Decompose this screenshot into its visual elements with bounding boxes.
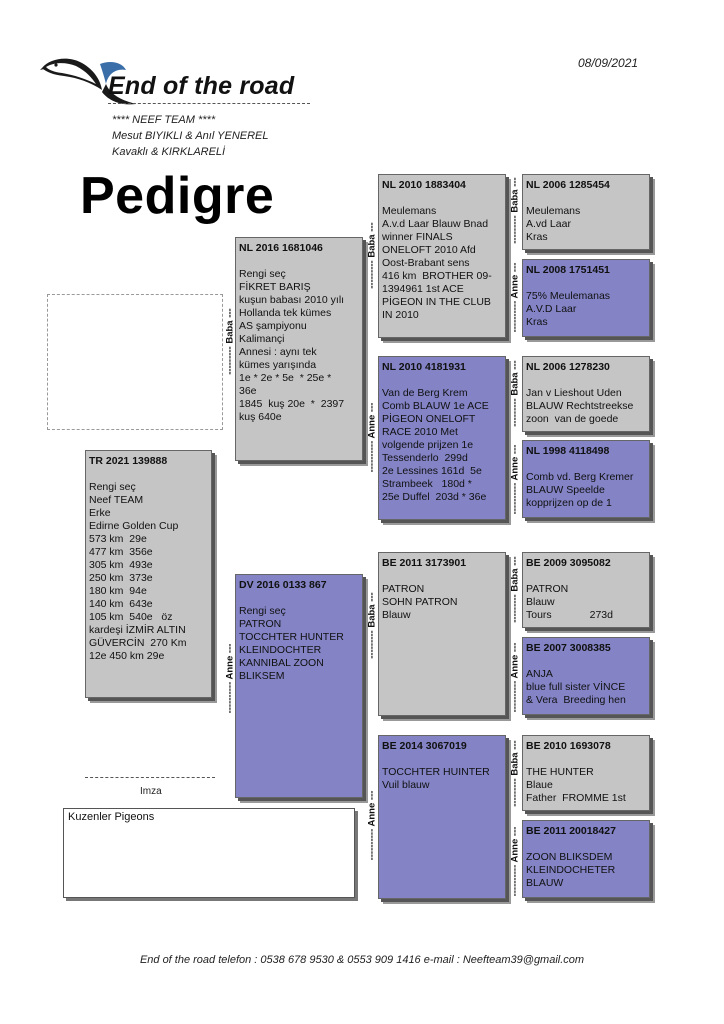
card-line: Neef TEAM (89, 494, 144, 506)
baba-label: --------- Baba --- (366, 222, 378, 289)
ring-number: NL 2010 4181931 (382, 361, 466, 373)
card-line: & Vera Breeding hen (526, 694, 626, 706)
signature-label: Imza (140, 786, 162, 797)
page-title: Pedigre (80, 167, 275, 225)
card-text (89, 481, 208, 663)
ring-number: TR 2021 139888 (89, 455, 168, 467)
ring-number: NL 2010 1883404 (382, 179, 466, 191)
card-line: PATRON (239, 618, 282, 630)
photo-placeholder (47, 294, 223, 430)
great-grandparent-card (522, 637, 650, 715)
card-line: 250 km 373e (89, 572, 153, 584)
card-line: 1e * 2e * 5e * 25e * (239, 372, 332, 384)
card-line: Father FROMME 1st (526, 792, 626, 804)
baba-label: --------- Baba --- (509, 740, 521, 807)
card-line: IN 2010 (382, 309, 419, 321)
father-card (235, 237, 363, 461)
card-line: TOCCHTER HUNTER (239, 631, 344, 643)
card-line: Meulemans (382, 205, 437, 217)
card-line: FİKRET BARIŞ (239, 281, 311, 293)
card-line: ONELOFT 2010 Afd (382, 244, 476, 256)
team-info (112, 112, 269, 160)
great-grandparent-card (522, 259, 650, 337)
card-line: Vuil blauw (382, 779, 430, 791)
cousins-label: Kuzenler Pigeons (68, 811, 155, 823)
card-line: A.v.d Laar Blauw Bnad (382, 218, 489, 230)
team-line: **** NEEF TEAM **** (112, 114, 216, 126)
brand-name: End of the road (108, 72, 295, 100)
card-line: 105 km 540e öz (89, 611, 173, 623)
great-grandparent-card (522, 356, 650, 432)
card-line: Erke (89, 507, 111, 519)
card-line: volgende prijzen 1e (382, 439, 474, 451)
card-line: Hollanda tek kümes (239, 307, 332, 319)
ring-number: NL 2016 1681046 (239, 242, 323, 254)
baba-label: --------- Baba --- (509, 177, 521, 244)
baba-label: --------- Baba --- (366, 592, 378, 659)
anne-label: ---------- Anne --- (224, 643, 236, 714)
cousins-box (63, 808, 355, 898)
card-text (526, 766, 646, 805)
card-line: Tours 273d (526, 609, 613, 621)
card-line: Kras (526, 316, 548, 328)
card-line: BLAUW Speelde (526, 484, 605, 496)
ring-number: NL 2006 1278230 (526, 361, 610, 373)
card-line: Jan v Lieshout Uden (526, 387, 622, 399)
card-line: PİGEON ONELOFT (382, 413, 476, 425)
card-text (526, 290, 646, 329)
card-line: KANNIBAL ZOON (239, 657, 324, 669)
card-line: 305 km 493e (89, 559, 153, 571)
card-line: 1394961 1st ACE (382, 283, 464, 295)
ring-number: BE 2009 3095082 (526, 557, 611, 569)
card-line: Comb BLAUW 1e ACE (382, 400, 489, 412)
card-text (526, 668, 646, 707)
ring-number: BE 2007 3008385 (526, 642, 611, 654)
card-line: blue full sister VİNCE (526, 681, 626, 693)
card-line: Rengi seç (239, 268, 286, 280)
card-line: BLAUW (526, 877, 564, 889)
great-grandparent-card (522, 174, 650, 250)
card-line: kümes yarışında (239, 359, 317, 371)
card-line: 25e Duffel 203d * 36e (382, 491, 487, 503)
great-grandparent-card (522, 552, 650, 628)
card-line: kopprijzen op de 1 (526, 497, 612, 509)
card-line: Meulemans (526, 205, 581, 217)
great-grandparent-card (522, 735, 650, 811)
team-line: Kavaklı & KIRKLARELİ (112, 146, 226, 158)
anne-label: ---------- Anne --- (509, 642, 521, 713)
subject-card (85, 450, 212, 698)
card-line: kuşun babası 2010 yılı (239, 294, 345, 306)
baba-label: --------- Baba --- (224, 308, 236, 375)
card-text (382, 387, 502, 504)
card-line: ZOON BLIKSDEM (526, 851, 613, 863)
card-line: 75% Meulemanas (526, 290, 611, 302)
card-line: ANJA (526, 668, 553, 680)
baba-label: --------- Baba --- (509, 360, 521, 427)
grandfather-paternal-card (378, 174, 506, 338)
card-text (526, 851, 646, 890)
card-line: Rengi seç (239, 605, 286, 617)
card-line: PATRON (526, 583, 569, 595)
card-text (382, 583, 502, 622)
card-line: Kalimançi (239, 333, 285, 345)
card-text (239, 268, 359, 424)
card-line: Blaue (526, 779, 553, 791)
card-line: 1845 kuş 20e * 2397 (239, 398, 345, 410)
card-line: RACE 2010 Met (382, 426, 458, 438)
brand-underline (108, 103, 310, 104)
card-line: Rengi seç (89, 481, 136, 493)
card-text (526, 471, 646, 510)
card-line: Strambeek 180d * (382, 478, 472, 490)
card-line: winner FINALS (382, 231, 453, 243)
card-text (382, 205, 502, 322)
card-text (526, 205, 646, 244)
grandfather-maternal-card (378, 552, 506, 716)
card-text (526, 387, 646, 426)
card-line: zoon van de goede (526, 413, 619, 425)
grandmother-maternal-card (378, 735, 506, 899)
card-line: 180 km 94e (89, 585, 147, 597)
grandmother-paternal-card (378, 356, 506, 520)
card-text (382, 766, 502, 792)
card-line: Annesi : aynı tek (239, 346, 317, 358)
ring-number: BE 2014 3067019 (382, 740, 467, 752)
card-line: Oost-Brabant sens (382, 257, 470, 269)
anne-label: ---------- Anne --- (366, 790, 378, 861)
card-line: Van de Berg Krem (382, 387, 468, 399)
card-line: KLEINDOCHETER (526, 864, 616, 876)
card-line: PATRON (382, 583, 425, 595)
ring-number: BE 2011 20018427 (526, 825, 616, 837)
card-line: Kras (526, 231, 548, 243)
card-line: BLIKSEM (239, 670, 285, 682)
anne-label: ---------- Anne --- (509, 826, 521, 897)
card-line: kardeşi İZMİR ALTIN (89, 624, 186, 636)
card-text (239, 605, 359, 683)
anne-label: ---------- Anne --- (509, 444, 521, 515)
team-line: Mesut BIYIKLI & Anıl YENEREL (112, 130, 269, 142)
card-line: KLEINDOCHTER (239, 644, 322, 656)
card-text (526, 583, 646, 622)
card-line: 12e 450 km 29e (89, 650, 165, 662)
anne-label: ---------- Anne --- (509, 262, 521, 333)
mother-card (235, 574, 363, 798)
card-line: PİGEON IN THE CLUB (382, 296, 491, 308)
great-grandparent-card (522, 440, 650, 518)
footer-contact: End of the road telefon : 0538 678 9530 & 0553 909 1416 e-mail : Neefteam39@gmail.com (139, 954, 585, 966)
signature-line (85, 777, 215, 778)
card-line: 2e Lessines 161d 5e (382, 465, 482, 477)
card-line: GÜVERCİN 270 Km (89, 637, 187, 649)
ring-number: NL 2006 1285454 (526, 179, 610, 191)
ring-number: BE 2011 3173901 (382, 557, 467, 569)
card-line: 36e (239, 385, 257, 397)
card-line: BLAUW Rechtstreekse (526, 400, 634, 412)
print-date: 08/09/2021 (578, 56, 639, 70)
card-line: Tessenderlo 299d (382, 452, 468, 464)
card-line: A.V.D Laar (526, 303, 577, 315)
ring-number: NL 2008 1751451 (526, 264, 610, 276)
baba-label: --------- Baba --- (509, 556, 521, 623)
card-line: Comb vd. Berg Kremer (526, 471, 634, 483)
ring-number: BE 2010 1693078 (526, 740, 611, 752)
card-line: 573 km 29e (89, 533, 147, 545)
card-line: 477 km 356e (89, 546, 153, 558)
card-line: Blauw (382, 609, 411, 621)
great-grandparent-card (522, 820, 650, 898)
anne-label: ---------- Anne --- (366, 402, 378, 473)
card-line: 140 km 643e (89, 598, 153, 610)
card-line: 416 km BROTHER 09- (382, 270, 492, 282)
ring-number: DV 2016 0133 867 (239, 579, 327, 591)
card-line: Edirne Golden Cup (89, 520, 179, 532)
card-line: kuş 640e (239, 411, 282, 423)
ring-number: NL 1998 4118498 (526, 445, 610, 457)
card-line: AS şampiyonu (239, 320, 307, 332)
card-line: Blauw (526, 596, 555, 608)
card-line: A.vd Laar (526, 218, 571, 230)
card-line: SOHN PATRON (382, 596, 458, 608)
card-line: THE HUNTER (526, 766, 594, 778)
card-line: TOCCHTER HUINTER (382, 766, 490, 778)
